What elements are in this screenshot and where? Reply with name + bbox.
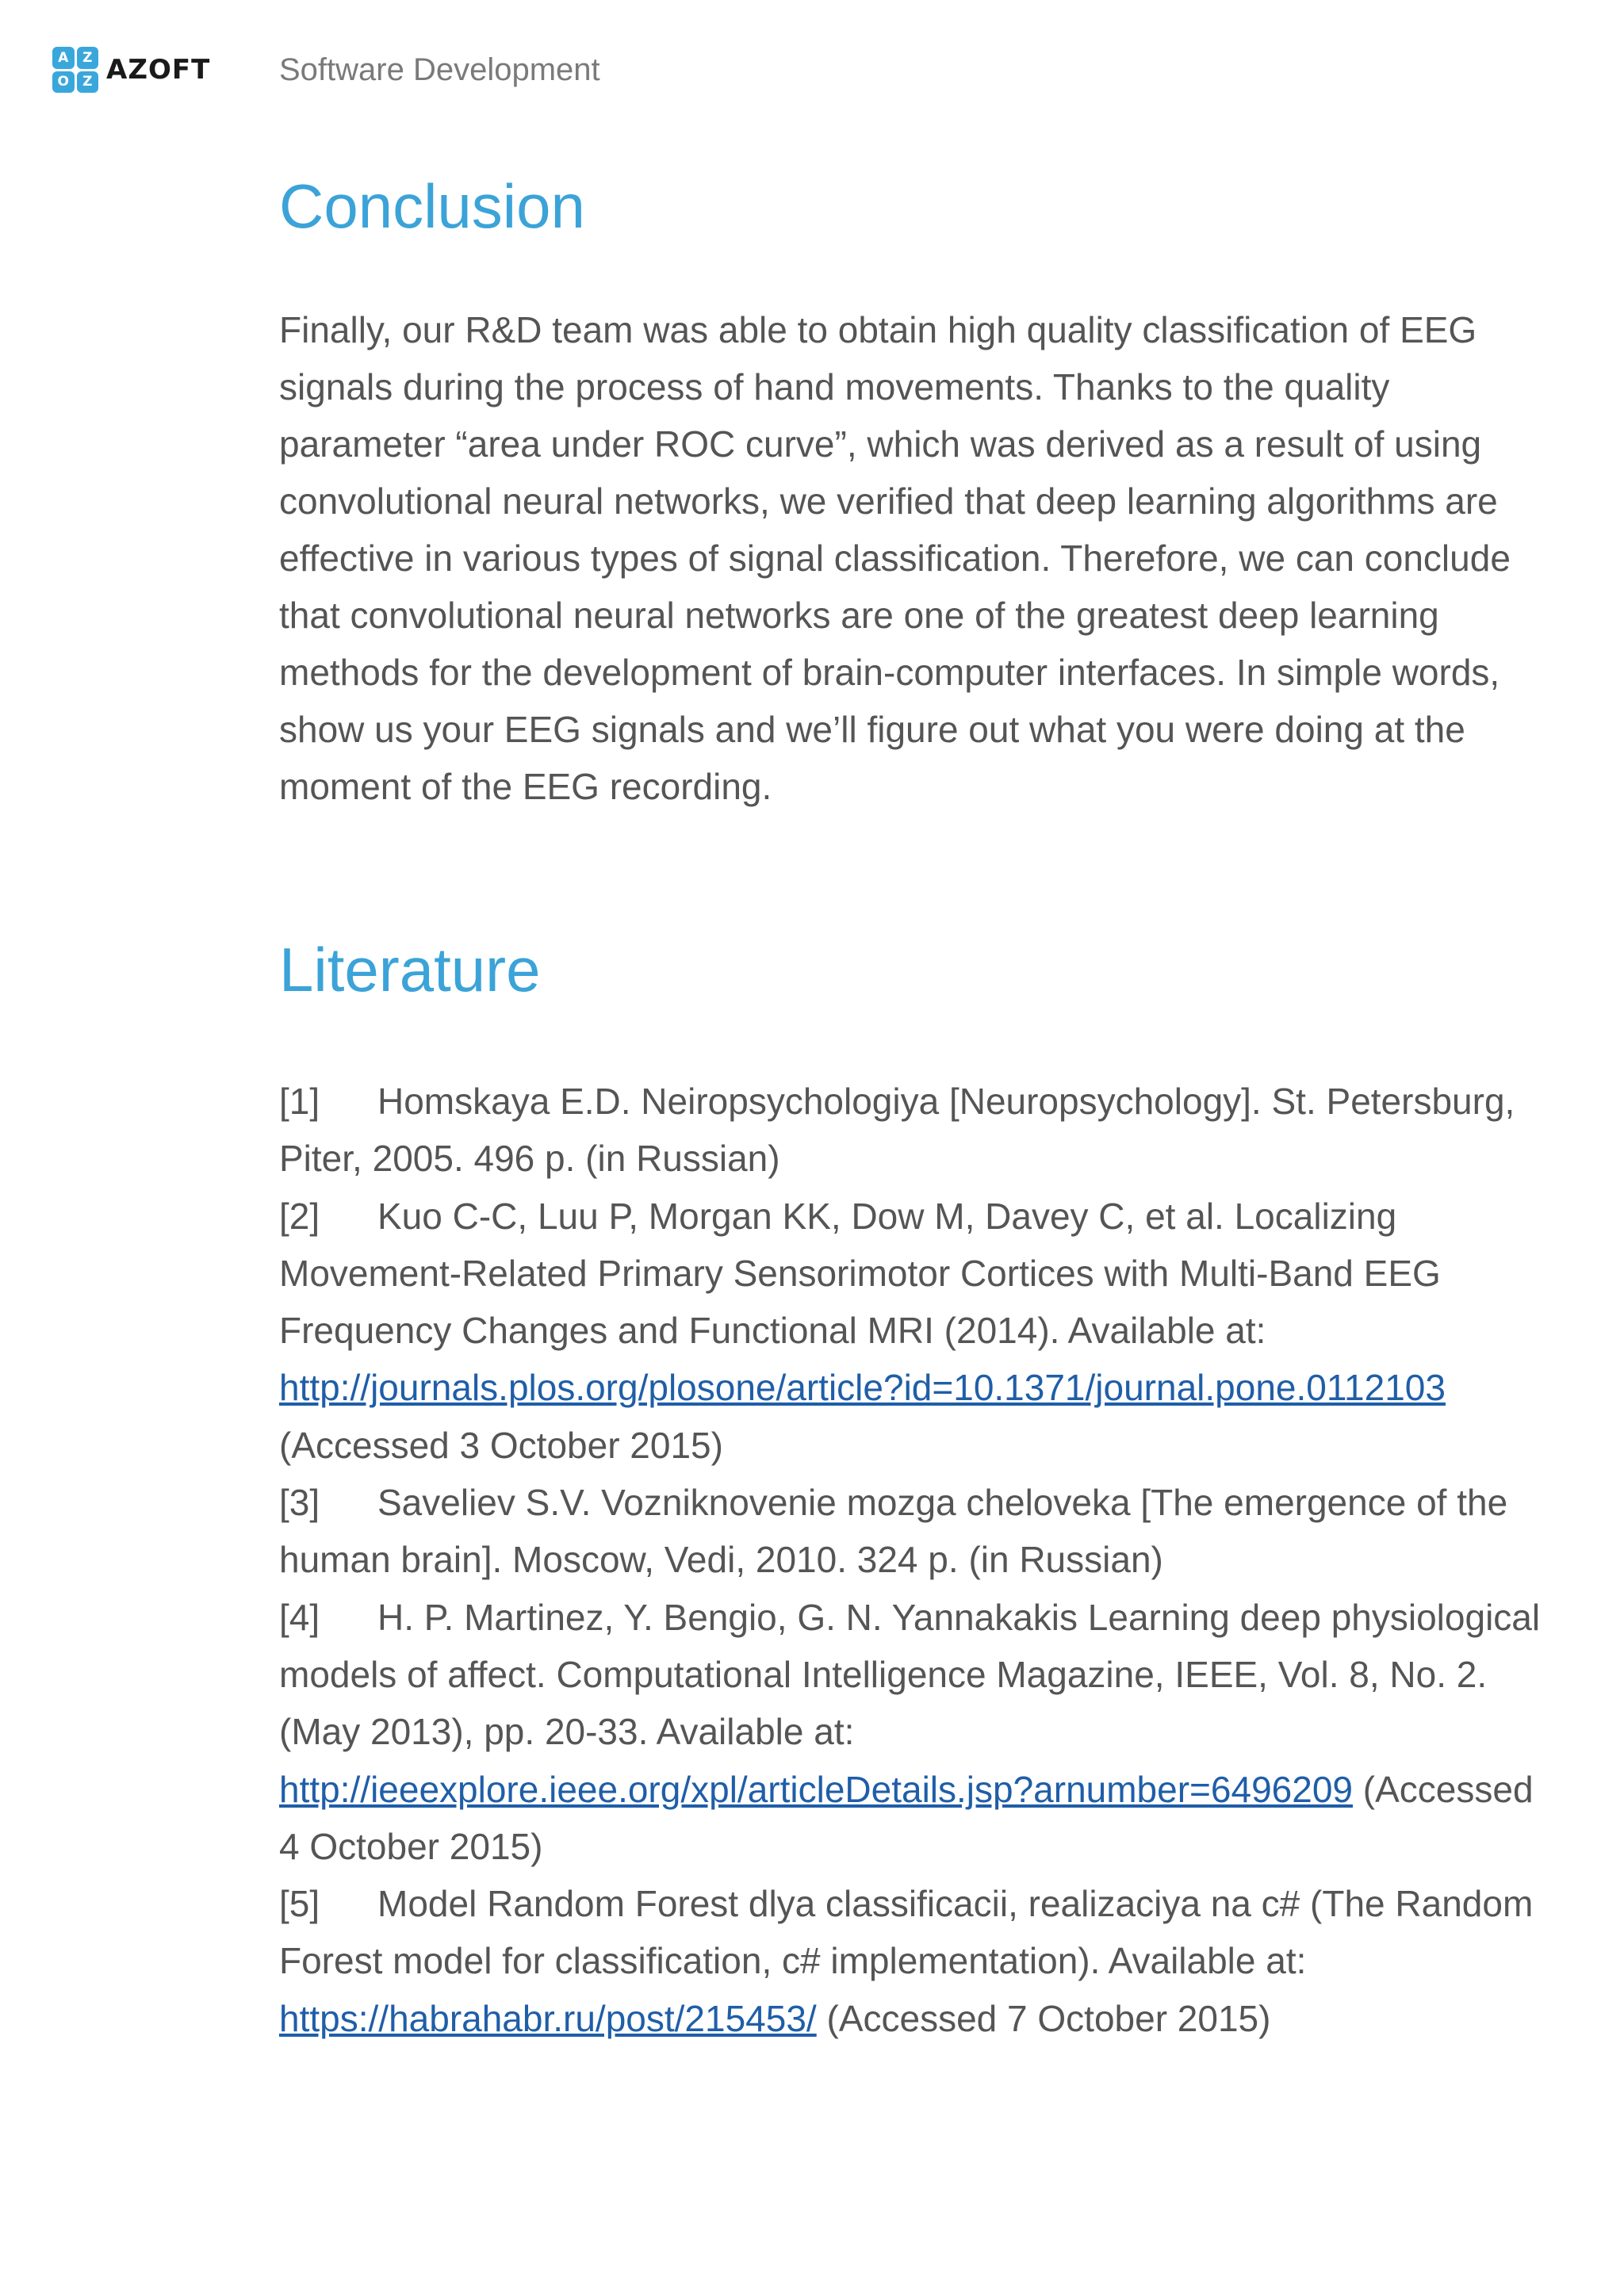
paragraph-line: methods for the development of brain-computer interfaces. In simple words, bbox=[279, 652, 1500, 693]
paragraph-line: convolutional neural networks, we verified that deep learning algorithms are bbox=[279, 480, 1498, 522]
reference-line: Frequency Changes and Functional MRI (2014). Available at: bbox=[279, 1310, 1266, 1352]
header-tagline: Software Development bbox=[279, 52, 600, 87]
document-body bbox=[279, 159, 1548, 2047]
paragraph-line: moment of the EEG recording. bbox=[279, 766, 772, 807]
reference-text: Homskaya E.D. Neiropsychologiya [Neuropsychology]. St. Petersburg, bbox=[377, 1081, 1515, 1122]
paragraph-line: signals during the process of hand movements. Thanks to the quality bbox=[279, 366, 1390, 408]
reference-item bbox=[279, 1073, 1548, 1188]
paragraph-line: Finally, our R&D team was able to obtain high quality classification of EEG bbox=[279, 309, 1477, 350]
reference-list bbox=[279, 1073, 1548, 2047]
reference-text: Saveliev S.V. Vozniknovenie mozga cheloveka [The emergence of the bbox=[377, 1482, 1508, 1524]
reference-line bbox=[279, 1589, 1548, 1646]
reference-line: (May 2013), pp. 20-33. Available at: bbox=[279, 1711, 855, 1753]
reference-line bbox=[279, 1188, 1548, 1245]
logo-mark-icon bbox=[52, 47, 98, 93]
reference-item bbox=[279, 1188, 1548, 1474]
reference-link[interactable]: https://habrahabr.ru/post/215453/ bbox=[279, 1997, 817, 2039]
reference-line: models of affect. Computational Intelligence Magazine, IEEE, Vol. 8, No. 2. bbox=[279, 1653, 1488, 1695]
reference-line: Movement-Related Primary Sensorimotor Cortices with Multi-Band EEG bbox=[279, 1252, 1441, 1294]
logo-wordmark: AZOFT bbox=[106, 54, 211, 86]
reference-number: [4] bbox=[279, 1596, 320, 1638]
logo-letter: Z bbox=[77, 47, 99, 69]
reference-item bbox=[279, 1474, 1548, 1589]
reference-line bbox=[279, 1073, 1548, 1130]
reference-text: (Accessed 7 October 2015) bbox=[816, 1997, 1271, 2039]
reference-line bbox=[279, 1990, 1548, 2047]
reference-text: H. P. Martinez, Y. Bengio, G. N. Yannakakis Learning deep physiological bbox=[377, 1596, 1541, 1638]
reference-line bbox=[279, 1875, 1548, 1932]
reference-line: Piter, 2005. 496 p. (in Russian) bbox=[279, 1138, 780, 1180]
reference-line bbox=[279, 1474, 1548, 1531]
reference-link[interactable]: http://journals.plos.org/plosone/article?id=10.1371/journal.pone.0112103 bbox=[279, 1367, 1446, 1409]
reference-text: (Accessed bbox=[1353, 1768, 1534, 1810]
reference-line: Forest model for classification, c# implementation). Available at: bbox=[279, 1940, 1307, 1982]
reference-link[interactable]: http://ieeexplore.ieee.org/xpl/articleDetails.jsp?arnumber=6496209 bbox=[279, 1768, 1353, 1810]
reference-item bbox=[279, 1589, 1548, 1875]
header bbox=[52, 46, 210, 94]
logo-letter: Z bbox=[77, 71, 99, 94]
conclusion-paragraph bbox=[279, 301, 1548, 815]
reference-line bbox=[279, 1359, 1548, 1416]
literature-heading: Literature bbox=[279, 935, 541, 1004]
logo-letter: A bbox=[52, 47, 75, 69]
reference-line: 4 October 2015) bbox=[279, 1825, 543, 1867]
reference-number: [1] bbox=[279, 1081, 320, 1122]
reference-line bbox=[279, 1761, 1548, 1818]
reference-number: [2] bbox=[279, 1195, 320, 1237]
paragraph-line: that convolutional neural networks are one of the greatest deep learning bbox=[279, 595, 1439, 636]
reference-item bbox=[279, 1875, 1548, 2047]
reference-number: [5] bbox=[279, 1883, 320, 1925]
reference-text: Model Random Forest dlya classificacii, realizaciya na c# (The Random bbox=[377, 1883, 1534, 1925]
conclusion-heading: Conclusion bbox=[279, 171, 585, 241]
reference-line: (Accessed 3 October 2015) bbox=[279, 1424, 723, 1466]
reference-text: Kuo C-C, Luu P, Morgan KK, Dow M, Davey C, et al. Localizing bbox=[377, 1195, 1397, 1237]
azoft-logo[interactable] bbox=[52, 47, 210, 93]
reference-number: [3] bbox=[279, 1482, 320, 1524]
logo-letter: O bbox=[52, 71, 75, 94]
paragraph-line: show us your EEG signals and we’ll figure out what you were doing at the bbox=[279, 709, 1465, 750]
paragraph-line: effective in various types of signal classification. Therefore, we can conclude bbox=[279, 538, 1511, 579]
reference-line: human brain]. Moscow, Vedi, 2010. 324 p. (in Russian) bbox=[279, 1539, 1163, 1581]
paragraph-line: parameter “area under ROC curve”, which was derived as a result of using bbox=[279, 423, 1482, 465]
